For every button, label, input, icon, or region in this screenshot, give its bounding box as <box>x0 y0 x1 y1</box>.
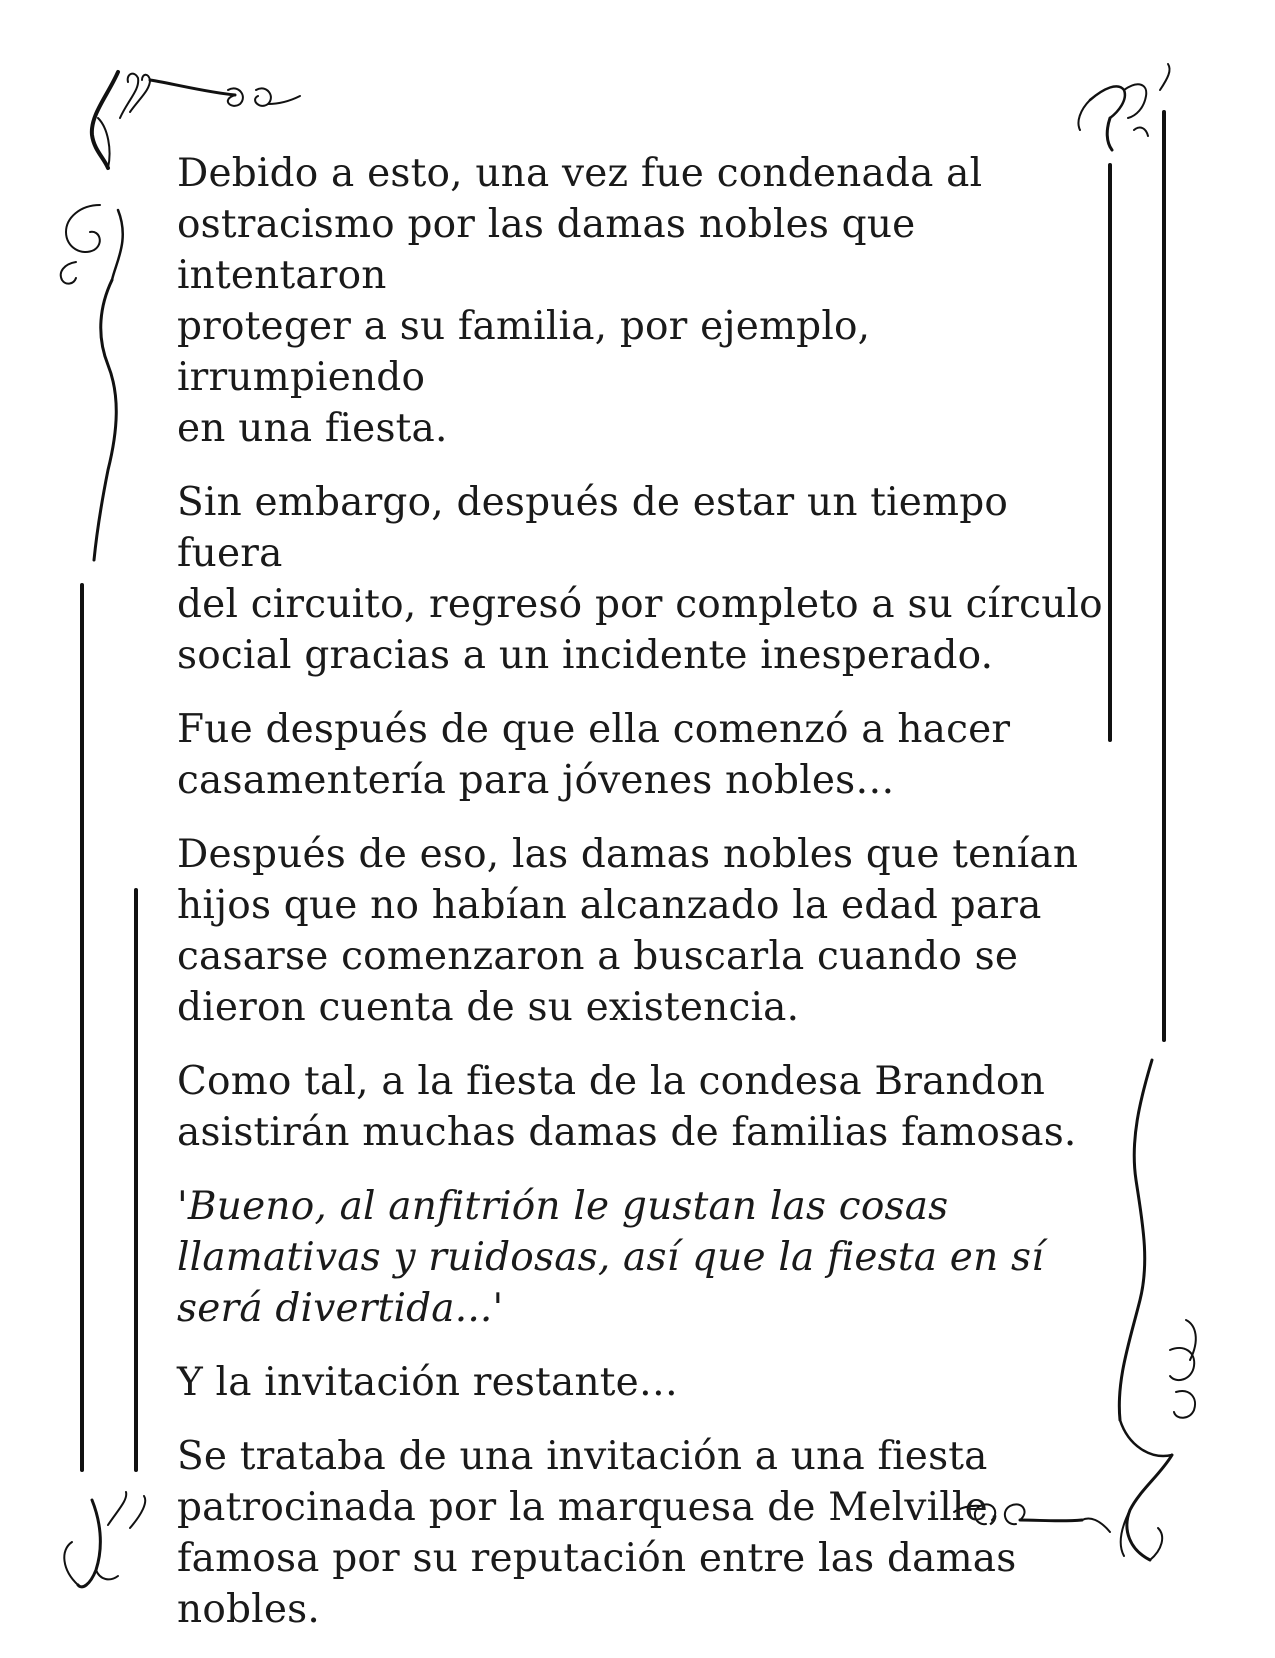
paragraph-4: Después de eso, las damas nobles que tenían hijos que no habían alcanzado la edad para casarse comenzaron a buscarla cuando se dieron cuenta de su existencia. <box>177 832 1079 1030</box>
paragraph-3: Fue después de que ella comenzó a hacer casamentería para jóvenes nobles… <box>177 707 1011 803</box>
paragraph-7: Y la invitación restante… <box>177 1360 679 1405</box>
paragraph-6-thought: 'Bueno, al anfitrión le gustan las cosas llamativas y ruidosas, así que la fiesta en sí será divertida...' <box>177 1184 1044 1331</box>
paragraph-8: Se trataba de una invitación a una fiesta patrocinada por la marquesa de Melville, famosa por su reputación entre las damas nobles. <box>177 1434 1017 1632</box>
body-text <box>177 148 1107 1658</box>
bottom-left-flourish <box>64 1492 145 1587</box>
paragraph-1: Debido a esto, una vez fue condenada al ostracismo por las damas nobles que intentaron proteger a su familia, por ejemplo, irrumpiendo en una fiesta. <box>177 151 983 451</box>
paragraph-2: Sin embargo, después de estar un tiempo fuera del circuito, regresó por completo a su círculo social gracias a un incidente inesperado. <box>177 480 1103 678</box>
paragraph-5: Como tal, a la fiesta de la condesa Brandon asistirán muchas damas de familias famosas. <box>177 1059 1077 1155</box>
top-right-flourish <box>1078 64 1169 150</box>
